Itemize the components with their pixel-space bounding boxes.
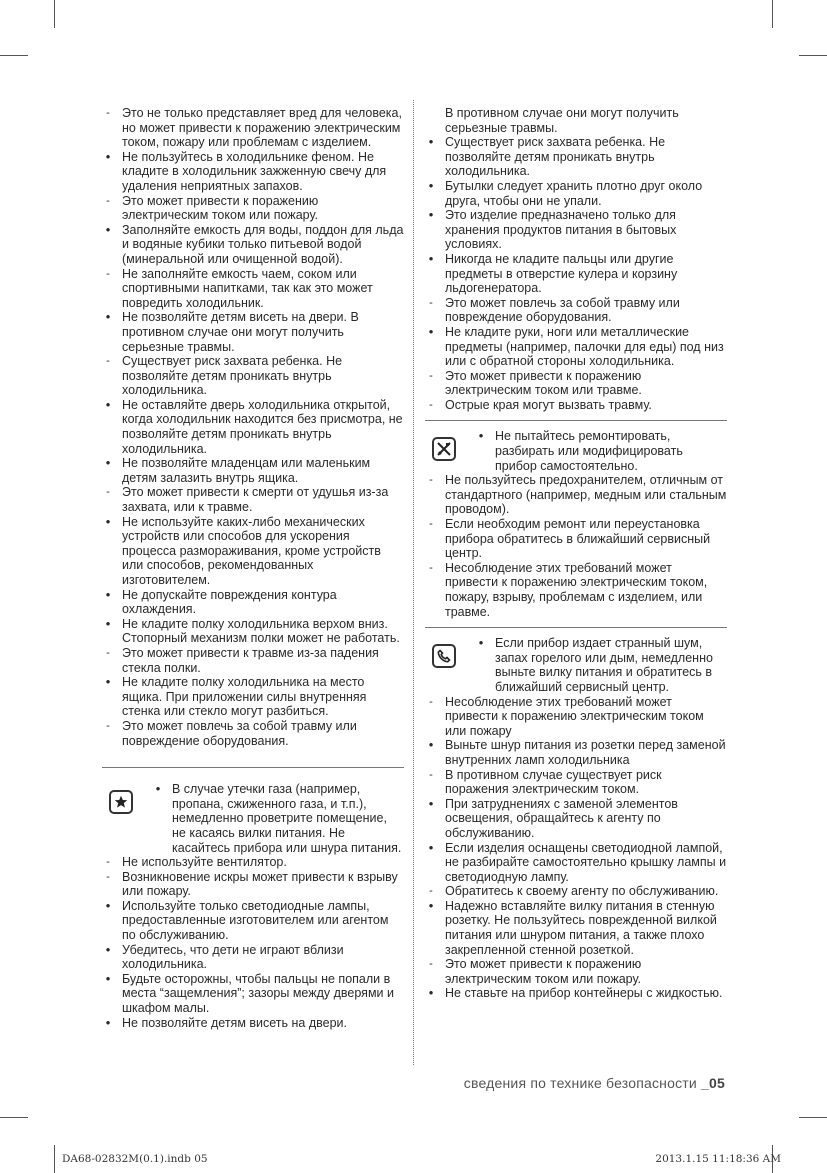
list-item-text: Не позволяйте детям висеть на двери. В противном случае они могут получить серьезные травмы. [122,310,359,354]
list-item [102,646,404,675]
section-rule [425,420,727,421]
dash-marker: - [429,885,433,898]
crop-mark [799,55,827,56]
list-item [102,485,404,514]
list-item [425,135,727,179]
bullet-marker: • [105,309,111,325]
no-repair-notice [425,429,727,473]
list-item-text: Не пользуйтесь в холодильнике феном. Не кладите в холодильник зажженную свечу для удаления неприятных запахов. [122,149,387,193]
crop-mark [799,1117,827,1118]
list-item-text: Не кладите полку холодильника на место ящика. При приложении силы внутренняя стенка или стекло могут разбиться. [122,675,367,719]
dash-marker: - [106,856,110,869]
left-list-a [102,106,404,748]
list-item [425,517,727,561]
list-item-text: Несоблюдение этих требований может привести к поражению электрическим током или пожару [445,694,704,738]
dash-marker: - [429,296,433,309]
list-item-text: Не используйте вентилятор. [122,855,287,870]
list-item-text: Не используйте каких-либо механических устройств или способов для ускорения процесса размораживания, кроме устройств или способов, рекомендованных изготовителем. [122,514,381,587]
list-item [102,515,404,588]
bullet-marker: • [105,586,111,602]
right-list-b [425,473,727,619]
list-item [102,588,404,617]
list-item [425,695,727,739]
list-item-text: В противном случае существует риск поражения электрическим током. [445,767,662,797]
list-item [102,456,404,485]
list-item-text: Не позволяйте младенцам или маленьким детям залазить внутрь ящика. [122,456,371,485]
bullet-marker: • [105,455,111,471]
list-item [102,675,404,719]
phone-icon [432,644,456,668]
bullet-marker: • [478,635,484,651]
bullet-marker: • [428,250,434,266]
dash-marker: - [429,518,433,531]
crop-mark [54,1145,55,1173]
list-item [425,208,727,252]
list-item [425,884,727,899]
bullet-marker: • [428,985,434,1001]
gas-leak-notice [102,782,404,855]
dash-marker: - [429,561,433,574]
list-item [102,617,404,646]
list-item [425,899,727,957]
list-item-text: В противном случае они могут получить серьезные травмы. [445,106,679,135]
footer-section-title: сведения по технике безопасности [463,1075,697,1091]
list-item [425,561,727,619]
list-item-text: Не ставьте на прибор контейнеры с жидкостью. [445,986,723,1001]
dash-marker: - [429,958,433,971]
list-item [425,252,727,296]
list-item [102,972,404,1016]
bullet-marker: • [105,148,111,164]
list-item-text: Это может привести к травме из-за падения стекла полки. [122,645,379,675]
list-item [102,1016,404,1031]
list-item-text: Острые края могут вызвать травму. [445,397,652,412]
list-item-text: Возникновение искры может привести к взрыву или пожару. [122,869,398,899]
bullet-marker: • [105,513,111,529]
bullet-marker: • [428,323,434,339]
list-item-text: Существует риск захвата ребенка. Не позволяйте детям проникать внутрь холодильника. [122,354,343,398]
list-item [425,738,727,767]
bullet-marker: • [478,428,484,444]
list-item-text: Это может привести к поражению электрическим током или пожару. [122,193,319,223]
list-item-text: Это может привести к смерти от удушья из-за захвата, или к травме. [122,485,389,515]
list-item [102,719,404,748]
list-item [102,106,404,150]
list-item-text: Существует риск захвата ребенка. Не позволяйте детям проникать внутрь холодильника. [445,135,666,179]
dash-marker: - [429,768,433,781]
list-item [102,870,404,899]
dash-marker: - [429,369,433,382]
right-column [425,106,727,1001]
bullet-marker: • [105,615,111,631]
list-item [425,957,727,986]
no-disassembly-icon [432,437,456,461]
list-item-text: Бутылки следует хранить плотно друг около друга, чтобы они не упали. [445,178,703,208]
list-item [425,986,727,1001]
strange-noise-text: Если прибор издает странный шум, запах горелого или дым, немедленно выньте вилку питания и обратитесь в ближайший сервисный центр. [495,636,713,694]
section-rule [102,767,404,768]
bullet-marker: • [105,396,111,412]
dash-marker: - [429,695,433,708]
bullet-marker: • [428,177,434,193]
strange-noise-notice [425,636,727,694]
list-item [425,398,727,413]
dash-marker: - [106,107,110,119]
list-item-text: Используйте только светодиодные лампы, предоставленные изготовителем или агентом по обслуживанию. [122,898,389,943]
bullet-marker: • [105,674,111,690]
bullet-marker: • [428,207,434,223]
list-item-text: Если изделия оснащены светодиодной лампой, не разбирайте самостоятельно крышку лампы и светодиодную лампу. [445,840,727,884]
list-item-text: Это может повлечь за собой травму или повреждение оборудования. [445,295,680,325]
list-item [102,267,404,311]
bullet-marker: • [105,897,111,913]
list-item [425,841,727,885]
column-divider [413,100,414,1065]
list-item-text: Будьте осторожны, чтобы пальцы не попали в места “защемления”; зазоры между дверями и шкафом малы. [122,971,394,1016]
list-item-text: Не заполняйте емкость чаем, соком или спортивными напитками, так как это может повредить холодильник. [122,266,373,310]
list-item-text: Не кладите руки, ноги или металлические предметы (например, палочки для еды) под низ или с обратной стороны холодильника. [445,324,724,369]
dash-marker: - [106,870,110,883]
dash-marker: - [106,646,110,659]
dash-marker: - [429,398,433,411]
list-item-text: Это может привести к поражению электрическим током или травме. [445,368,642,398]
star-icon [109,790,133,814]
dash-marker: - [106,486,110,499]
list-item-text: Выньте шнур питания из розетки перед заменой внутренних ламп холодильника [445,738,726,767]
crop-mark [0,1117,28,1118]
list-item [102,310,404,354]
bullet-marker: • [428,897,434,913]
list-item [102,899,404,943]
list-item-text: Заполняйте емкость для воды, поддон для льда и водяные кубики только питьевой водой (минеральной или очищенной водой). [122,222,404,266]
list-item [425,296,727,325]
bullet-marker: • [428,134,434,150]
list-item-text: Это изделие предназначено только для хранения продуктов питания в бытовых условиях. [445,208,677,252]
page-footer [464,1075,725,1091]
bullet-marker: • [105,970,111,986]
list-item [425,325,727,369]
list-item [102,855,404,870]
list-item-text: Не пользуйтесь предохранителем, отличным от стандартного (например, медным или стальным проводом). [445,473,727,517]
right-list-a [425,106,727,412]
list-item-text: Убедитесь, что дети не играют вблизи холодильника. [122,942,344,972]
list-item [102,354,404,398]
dash-marker: - [106,355,110,368]
list-item-text: Не кладите полку холодильника верхом вниз. Стопорный механизм полки может не работать. [122,616,400,646]
list-item [102,943,404,972]
list-item [425,768,727,797]
crop-mark [0,55,28,56]
bullet-marker: • [428,839,434,855]
bullet-marker: • [155,781,161,797]
dash-marker: - [106,719,110,732]
print-timestamp: 2013.1.15 11:18:36 AM [655,1153,781,1165]
list-item [102,223,404,267]
left-column [102,106,404,1030]
list-item [102,194,404,223]
list-item-text: Это может повлечь за собой травму или повреждение оборудования. [122,718,357,748]
dash-marker: - [106,194,110,207]
list-item-text: Не оставляйте дверь холодильника открытой, когда холодильник находится без присмотра, не позволяйте детям проникать внутрь холодильника. [122,397,403,456]
no-repair-text: Не пытайтесь ремонтировать, разбирать или модифицировать прибор самостоятельно. [495,429,683,473]
list-item [102,398,404,456]
crop-mark [54,0,55,28]
list-item-text: Если необходим ремонт или переустановка прибора обратитесь в ближайший сервисный центр. [445,517,711,561]
bullet-marker: • [105,221,111,237]
bullet-marker: • [105,941,111,957]
list-item [102,150,404,194]
list-item [425,473,727,517]
page-number: _05 [701,1075,725,1091]
list-item-text: При затруднениях с заменой элементов освещения, обращайтесь к агенту по обслуживанию. [445,796,678,840]
list-item-text: Это не только представляет вред для человека, но может привести к поражению электрическим током, пожару или проблемам с изделием. [122,106,402,150]
dash-marker: - [429,474,433,487]
list-item [425,179,727,208]
gas-leak-text: В случае утечки газа (например, пропана, сжиженного газа, и т.п.), немедленно проветрите помещение, не касаясь вилки питания. Не касайтесь прибора или шнура питания. [172,782,402,855]
section-rule [425,627,727,628]
dash-marker: - [106,267,110,280]
list-item [425,797,727,841]
bullet-marker: • [428,795,434,811]
bullet-marker: • [428,737,434,753]
list-item-text: Обратитесь к своему агенту по обслуживанию. [445,884,719,899]
list-item [425,369,727,398]
list-item-text: Не допускайте повреждения контура охлаждения. [122,587,337,617]
list-item-text: Никогда не кладите пальцы или другие предметы в отверстие кулера и корзину льдогенератора. [445,251,678,296]
list-item-text: Не позволяйте детям висеть на двери. [122,1015,347,1030]
crop-mark [772,0,773,28]
list-item-text: Это может привести к поражению электрическим током или пожару. [445,957,642,986]
left-list-b [102,855,404,1030]
bullet-marker: • [105,1014,111,1030]
list-item [425,106,727,135]
list-item-text: Надежно вставляйте вилку питания в стенную розетку. Не пользуйтесь поврежденной вилкой питания или шнуром питания, а также плохо закрепленной стенной розеткой. [445,898,717,957]
list-item-text: Несоблюдение этих требований может привести к поражению электрическим током, пожару, взрыву, проблемам с изделием, или травме. [445,560,708,619]
print-file-info: DA68-02832M(0.1).indb 05 [62,1153,208,1165]
right-list-c [425,695,727,1001]
